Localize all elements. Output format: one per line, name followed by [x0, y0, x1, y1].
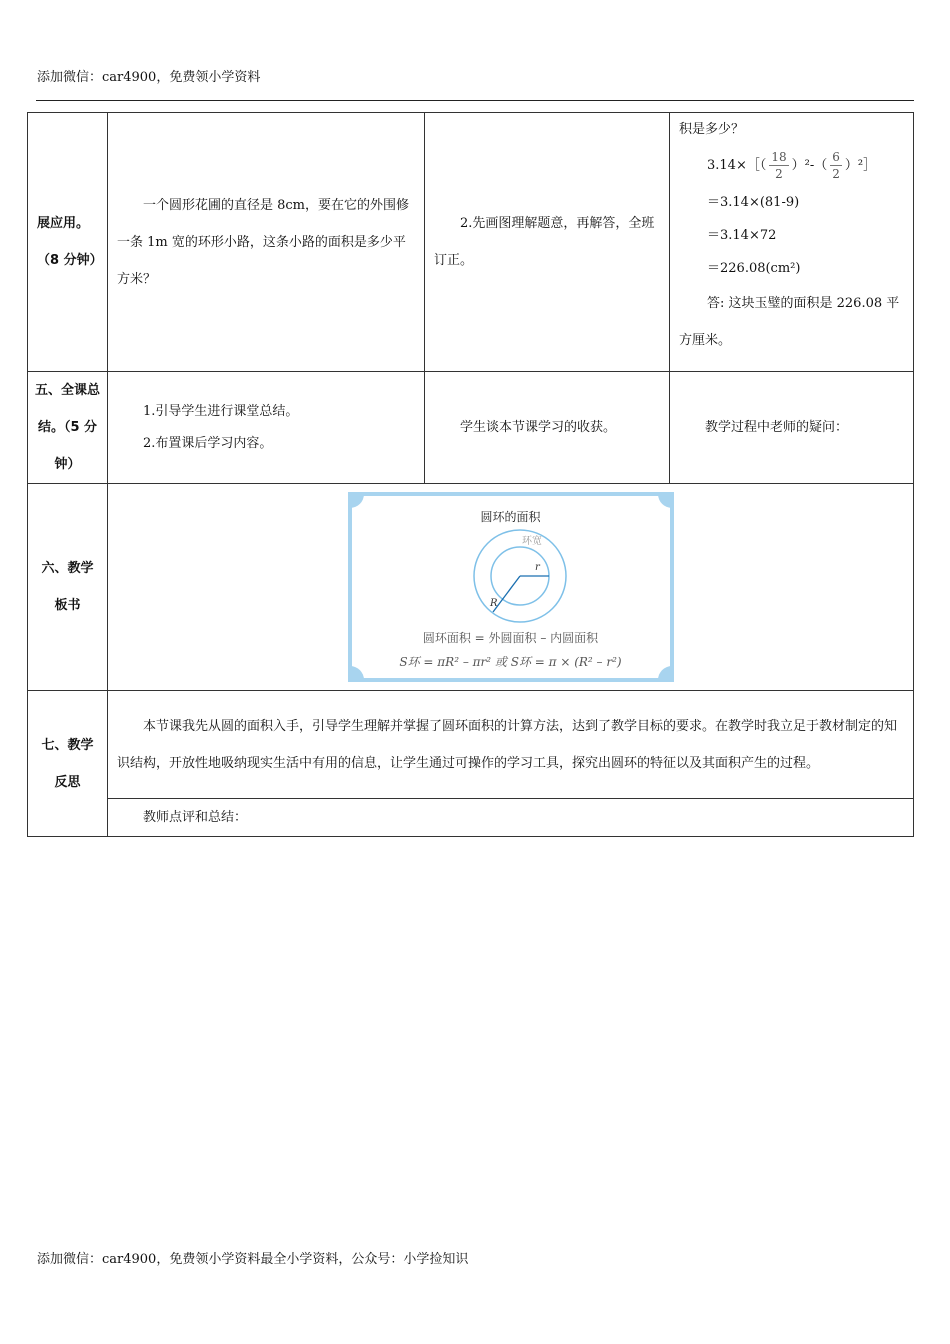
- table-row: [28, 691, 914, 799]
- fraction: $\frac{6}{2}$: [832, 150, 840, 181]
- table-row: [28, 113, 914, 372]
- calc-answer: 答: 这块玉璧的面积是 226.08 平方厘米。: [679, 296, 900, 348]
- student-activity: 学生谈本节课学习的收获。: [460, 420, 617, 435]
- stage-label: 六、教学 板书: [41, 561, 94, 613]
- student-activity: 2.先画图理解题意，再解答，全班订正。: [434, 216, 655, 268]
- teacher-activity-cell: [108, 372, 425, 484]
- stage-label: 七、教学 反思: [41, 737, 94, 790]
- calculation: [670, 113, 913, 359]
- stage-cell: [28, 484, 108, 691]
- board-formula-2: S环 = πR² – πr² 或 S环 = π × (R² – r²): [399, 655, 622, 669]
- fraction: $\frac{18}{2}$: [771, 150, 787, 181]
- calc-line: ＝226.08(cm²): [707, 261, 801, 276]
- reflection-cell: [108, 691, 914, 799]
- student-activity-cell: [425, 372, 670, 484]
- lesson-table: [27, 112, 914, 837]
- label-r: r: [534, 562, 540, 573]
- stage-cell: [28, 372, 108, 484]
- comment-cell: [108, 799, 914, 837]
- stage-label: 展应用。 （8 分钟）: [37, 216, 103, 268]
- stage-cell: [28, 691, 108, 837]
- calc-line: ＝3.14×72: [707, 228, 777, 243]
- calculation-cell: [670, 113, 914, 372]
- teacher-activity-cell: [108, 113, 425, 372]
- stage-label: 五、全课总结。（5 分钟）: [34, 383, 100, 472]
- blackboard-image: [348, 492, 674, 682]
- header-divider: [36, 100, 914, 101]
- calc-line: ＝3.14×(81-9): [707, 195, 800, 210]
- board-title: 圆环的面积: [480, 510, 541, 524]
- board-formula-1: 圆环面积 = 外圆面积 – 内圆面积: [422, 631, 599, 645]
- footer-text: 添加微信：car4900，免费领小学资料最全小学资料，公众号：小学捡知识: [37, 1252, 469, 1267]
- calc-expression: 3.14×［（ $\frac{18}{2}$ ）²-（ $\frac{6}{2}$ ）²］: [707, 150, 877, 181]
- table-row: [28, 484, 914, 691]
- stage-cell: [28, 113, 108, 372]
- teacher-questions: 教学过程中老师的疑问：: [705, 420, 849, 435]
- teacher-comment: 教师点评和总结：: [143, 810, 248, 825]
- table-row: [28, 372, 914, 484]
- reflection-text: 本节课我先从圆的面积入手，引导学生理解并掌握了圆环面积的计算方法，达到了教学目标的要求。在教学时我立足于教材制定的知识结构，开放性地吸纳现实生活中有用的信息，让学生通过可操作的学习工具，探究出圆环的特征以及其面积产生的过程。: [117, 718, 898, 771]
- table-row: [28, 799, 914, 837]
- blackboard-cell: [108, 484, 914, 691]
- annulus-diagram: [352, 496, 670, 678]
- teacher-activity: 2.布置课后学习内容。: [143, 435, 273, 451]
- teacher-activity: 1.引导学生进行课堂总结。: [143, 403, 299, 419]
- teacher-activity: 一个圆形花圃的直径是 8cm，要在它的外围修一条 1m 宽的环形小路，这条小路的面积是多少平方米？: [117, 197, 410, 287]
- calc-line: 积是多少？: [679, 122, 745, 137]
- label-ring-width: 环宽: [521, 536, 542, 547]
- label-R: R: [489, 598, 498, 609]
- notes-cell: [670, 372, 914, 484]
- header-text: 添加微信：car4900，免费领小学资料: [37, 70, 261, 85]
- student-activity-cell: [425, 113, 670, 372]
